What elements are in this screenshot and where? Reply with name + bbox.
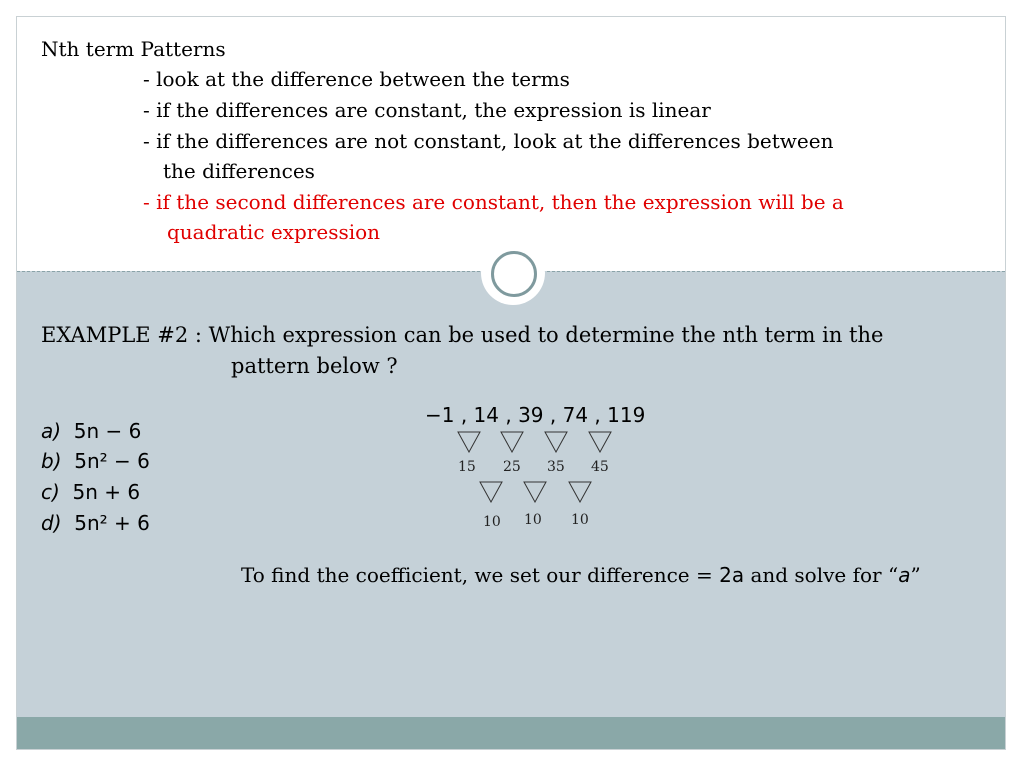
choice-d[interactable] [41, 511, 150, 535]
choice-a-expr: 5n − 6 [73, 419, 142, 443]
bullet-2: - if the differences are constant, the expression is linear [143, 98, 711, 122]
first-difference: 15 [458, 459, 476, 475]
slide-title: Nth term Patterns [41, 37, 226, 61]
footer-band [17, 717, 1005, 750]
note-middle: and solve for “ [744, 563, 899, 587]
note-value: 2a [719, 563, 745, 587]
note-variable: a [898, 563, 911, 587]
triangle-down-icon [568, 481, 592, 503]
choice-a[interactable] [41, 419, 141, 443]
choice-b[interactable] [41, 449, 150, 473]
choice-c-expr: 5n + 6 [72, 480, 141, 504]
example-line-2: pattern below ? [231, 354, 398, 378]
choice-d-expr: 5n² + 6 [74, 511, 150, 535]
choice-b-expr: 5n² − 6 [74, 449, 150, 473]
slide [16, 16, 1006, 750]
choice-c[interactable] [41, 480, 140, 504]
second-difference: 10 [483, 514, 501, 530]
sequence: −1 , 14 , 39 , 74 , 119 [425, 403, 646, 427]
first-difference: 45 [591, 459, 609, 475]
triangle-down-icon [588, 431, 612, 453]
triangle-down-icon [457, 431, 481, 453]
first-difference: 35 [547, 459, 565, 475]
first-difference: 25 [503, 459, 521, 475]
second-difference: 10 [524, 512, 542, 528]
note-suffix: ” [910, 563, 921, 587]
triangle-down-icon [500, 431, 524, 453]
bullet-4-cont: quadratic expression [167, 220, 381, 244]
bullet-3: - if the differences are not constant, look at the differences between [143, 129, 834, 153]
bullet-4: - if the second differences are constant, then the expression will be a [143, 190, 844, 214]
example-line-1: EXAMPLE #2 : Which expression can be used to determine the nth term in the [41, 323, 884, 347]
bullet-3-cont: the differences [163, 159, 315, 183]
choice-d-label: d) [41, 511, 62, 535]
second-difference: 10 [571, 512, 589, 528]
triangle-down-icon [523, 481, 547, 503]
bullet-1: - look at the difference between the terms [143, 67, 570, 91]
coefficient-note [241, 563, 921, 587]
choice-a-label: a) [41, 419, 62, 443]
divider-ring-icon [491, 251, 537, 297]
choice-b-label: b) [41, 449, 62, 473]
note-prefix: To find the coefficient, we set our difference = [241, 563, 720, 587]
choice-c-label: c) [41, 480, 60, 504]
triangle-down-icon [544, 431, 568, 453]
triangle-down-icon [479, 481, 503, 503]
